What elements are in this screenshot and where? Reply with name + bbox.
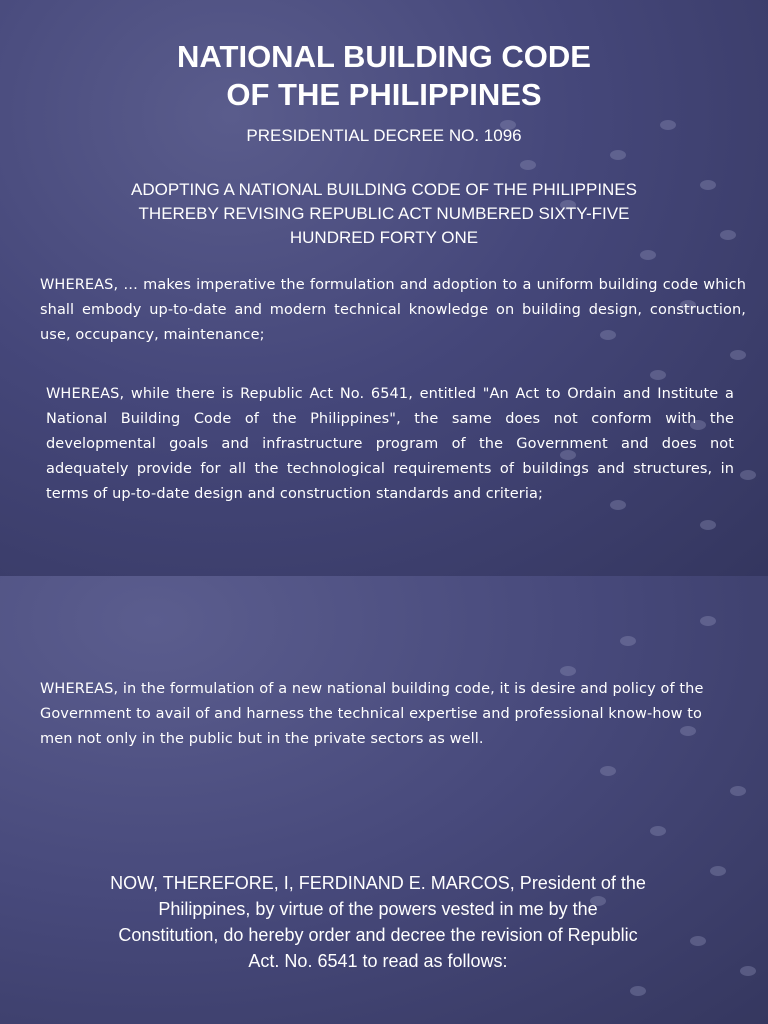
heading-line-1: ADOPTING A NATIONAL BUILDING CODE OF THE PHILIPPINES (130, 180, 637, 199)
whereas-paragraph-1: WHEREAS, … makes imperative the formulation and adoption to a uniform building code which shall embody up-to-date and modern technical knowledge on building design, construction, use, occupancy, maintenance; (40, 277, 746, 343)
whereas-paragraph-3: WHEREAS, in the formulation of a new national building code, it is desire and policy of the Government to avail of and harness the technical expertise and professional know-how to men not only in the public but in the private sectors as well. (40, 681, 704, 747)
now-therefore-paragraph (50, 870, 706, 974)
now-line-3: Constitution, do hereby order and decree the revision of Republic (118, 925, 638, 945)
heading-line-3: HUNDRED FORTY ONE (289, 228, 479, 247)
page-title (0, 38, 768, 114)
title-line-2: OF THE PHILIPPINES (226, 77, 542, 112)
slide-2 (0, 576, 768, 1024)
now-line-1: NOW, THEREFORE, I, FERDINAND E. MARCOS, President of the (110, 873, 646, 893)
heading-line-2: THEREBY REVISING REPUBLIC ACT NUMBERED SIXTY-FIVE (138, 204, 630, 223)
decree-subtitle: PRESIDENTIAL DECREE NO. 1096 (246, 126, 522, 145)
whereas-paragraph-2: WHEREAS, while there is Republic Act No. 6541, entitled "An Act to Ordain and Institute a National Building Code of the Philippines", the same does not conform with the developmental goals and infrastructure program of the Government and does not adequately provide for all the technological requirements of buildings and structures, in terms of up-to-date design and construction standards and criteria; (46, 386, 734, 502)
now-line-2: Philippines, by virtue of the powers vested in me by the (158, 899, 598, 919)
now-line-4: Act. No. 6541 to read as follows: (248, 951, 508, 971)
decree-heading (60, 178, 708, 250)
title-line-1: NATIONAL BUILDING CODE (177, 39, 591, 74)
